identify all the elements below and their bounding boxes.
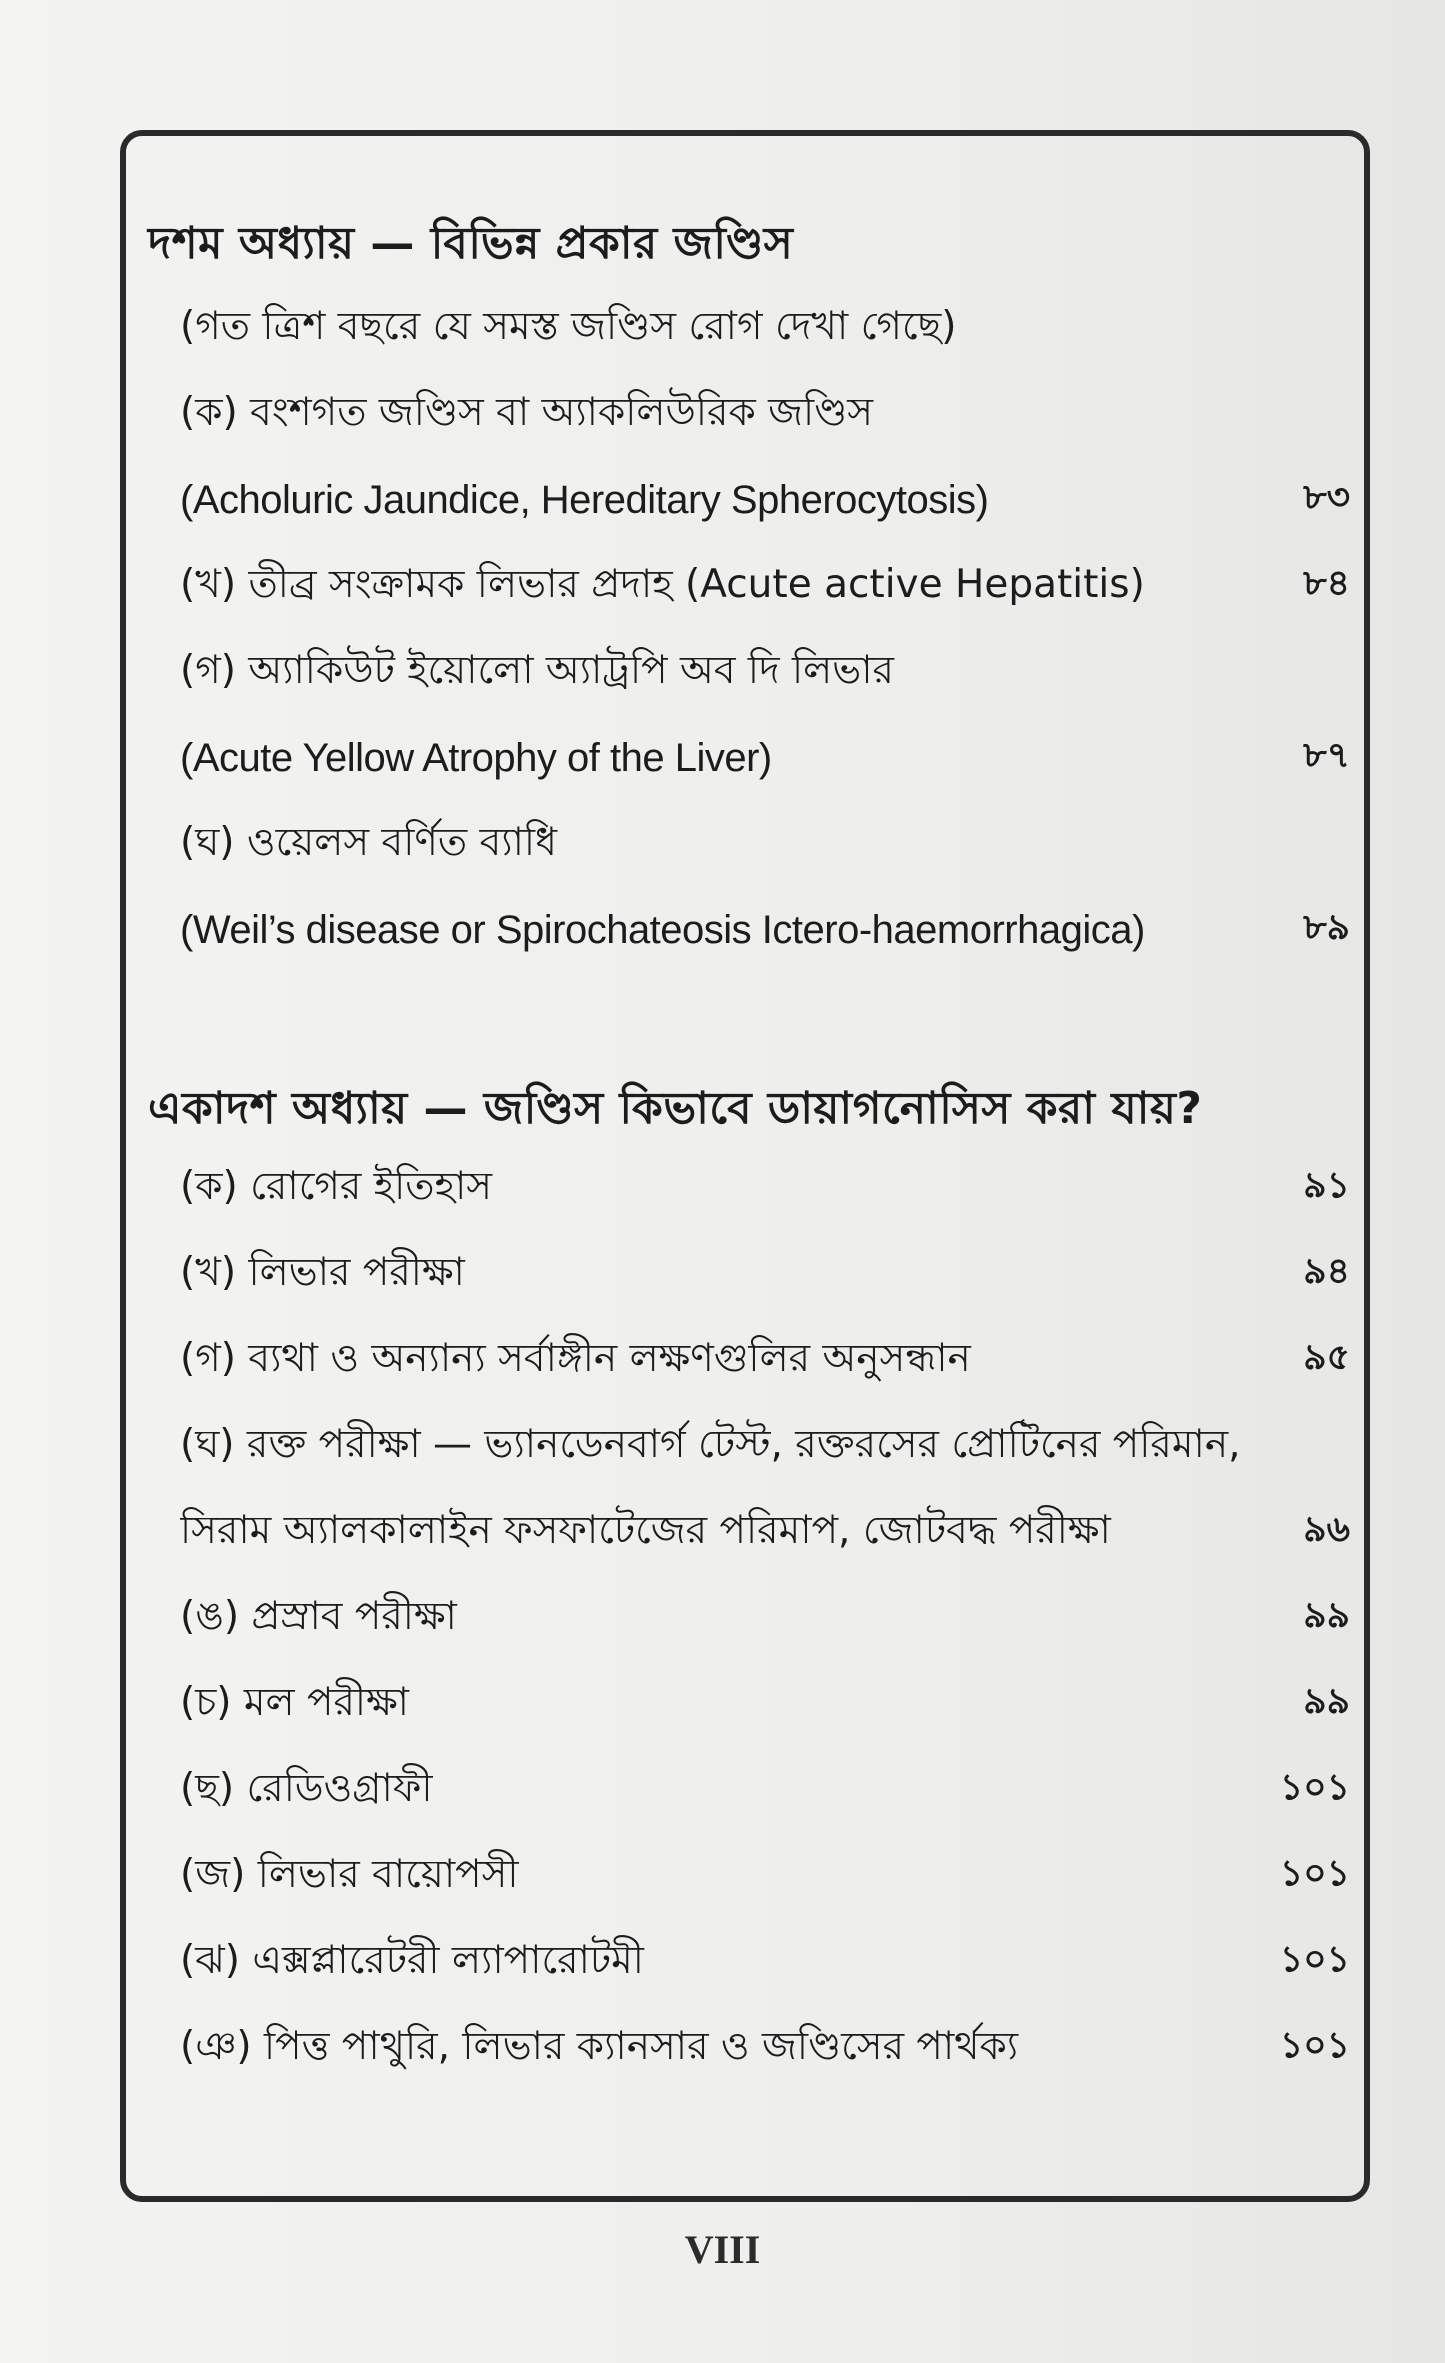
toc-entry: [180, 1588, 1350, 1648]
toc-entry-text: (ঙ) প্রস্রাব পরীক্ষা: [180, 1593, 457, 1639]
toc-entry: [180, 2018, 1350, 2078]
toc-entry-text: (ছ) রেডিওগ্রাফী: [180, 1765, 433, 1811]
toc-entry: [180, 1244, 1350, 1304]
toc-entry: [180, 900, 1350, 960]
toc-entry-text: (চ) মল পরীক্ষা: [180, 1679, 409, 1725]
toc-entry: [180, 728, 1350, 788]
toc-entry: [180, 556, 1350, 616]
toc-entry: [180, 384, 1350, 444]
toc-entry-page: ১০১: [1279, 1939, 1350, 1980]
toc-entry-page: ৯৪: [1303, 1251, 1350, 1292]
toc-entry: [180, 1932, 1350, 1992]
toc-entry-text: (ক) বংশগত জণ্ডিস বা অ্যাকলিউরিক জণ্ডিস: [180, 389, 874, 435]
toc-entry-page: ৯৬: [1303, 1509, 1350, 1550]
toc-entry-text: (ঞ) পিত্ত পাথুরি, লিভার ক্যানসার ও জণ্ডিসের পার্থক্য: [180, 2023, 1019, 2069]
toc-entry-text: (গ) অ্যাকিউট ইয়োলো অ্যাট্রপি অব দি লিভার: [180, 647, 895, 693]
chapter-11-title: একাদশ অধ্যায় — জণ্ডিস কিভাবে ডায়াগনোসিস করা যায়?: [148, 1083, 1203, 1134]
toc-entry-text: (ঘ) রক্ত পরীক্ষা — ভ্যানডেনবার্গ টেস্ট, রক্তরসের প্রোটিনের পরিমান,: [180, 1421, 1241, 1467]
toc-entry-text: (ঘ) ওয়েলস বর্ণিত ব্যাধি: [180, 819, 557, 865]
toc-entry: [180, 814, 1350, 874]
toc-entry: [180, 642, 1350, 702]
toc-entry-text: (খ) লিভার পরীক্ষা: [180, 1249, 465, 1295]
toc-entry: [180, 1760, 1350, 1820]
toc-entry-page: ৮৭: [1303, 735, 1350, 776]
toc-entry-text: সিরাম অ্যালকালাইন ফসফাটেজের পরিমাপ, জোটবদ্ধ পরীক্ষা: [180, 1507, 1111, 1553]
toc-entry-page: ৮৪: [1303, 563, 1350, 604]
toc-entry-page: ৮৩: [1303, 477, 1350, 518]
toc-entry-text: (জ) লিভার বায়োপসী: [180, 1851, 519, 1897]
toc-entry-page: ৯১: [1303, 1165, 1350, 1206]
toc-entry-text: (খ) তীব্র সংক্রামক লিভার প্রদাহ (Acute active Hepatitis): [180, 561, 1145, 607]
toc-entry-page: ১০১: [1279, 1853, 1350, 1894]
toc-entry: [180, 298, 1350, 358]
toc-entry: [180, 1158, 1350, 1218]
toc-entry-text: (Acholuric Jaundice, Hereditary Spherocytosis): [180, 477, 989, 522]
toc-entry-text: (ক) রোগের ইতিহাস: [180, 1163, 493, 1209]
toc-entry-page: ১০১: [1279, 1767, 1350, 1808]
toc-entry: [180, 1416, 1350, 1476]
chapter-10-title: দশম অধ্যায় — বিভিন্ন প্রকার জণ্ডিস: [148, 218, 794, 269]
toc-entry-text: (Acute Yellow Atrophy of the Liver): [180, 735, 772, 780]
toc-entry-page: ৯৯: [1303, 1681, 1350, 1722]
toc-entry-page: ৯৯: [1303, 1595, 1350, 1636]
toc-entry-text: (Weil’s disease or Spirochateosis Ictero-haemorrhagica): [180, 907, 1145, 952]
toc-entry-page: ১০১: [1279, 2025, 1350, 2066]
toc-entry-text: (ঝ) এক্সপ্লারেটরী ল্যাপারোটমী: [180, 1937, 644, 1983]
page-folio: VIII: [684, 2227, 761, 2272]
toc-entry: [180, 1502, 1350, 1562]
toc-entry-page: ৮৯: [1303, 907, 1350, 948]
toc-entry: [180, 1674, 1350, 1734]
toc-entry: [180, 470, 1350, 530]
toc-entry: [180, 1330, 1350, 1390]
toc-entry-text: (গত ত্রিশ বছরে যে সমস্ত জণ্ডিস রোগ দেখা গেছে): [180, 303, 957, 349]
toc-entry: [180, 1846, 1350, 1906]
toc-entry-text: (গ) ব্যথা ও অন্যান্য সর্বাঙ্গীন লক্ষণগুলির অনুসন্ধান: [180, 1335, 971, 1381]
toc-entry-page: ৯৫: [1303, 1337, 1350, 1378]
